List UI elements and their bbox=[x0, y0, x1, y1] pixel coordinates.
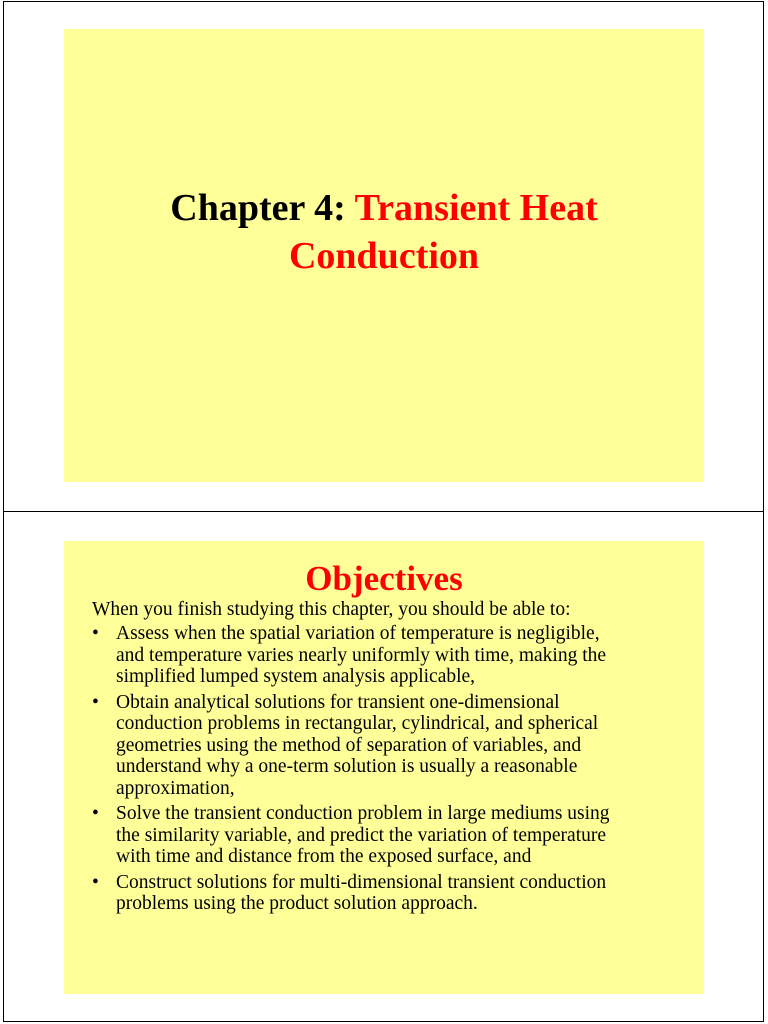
list-item-line: the similarity variable, and predict the variation of temperature bbox=[116, 824, 607, 846]
list-item-line: understand why a one-term solution is usually a reasonable bbox=[116, 756, 578, 777]
list-item-line: Obtain analytical solutions for transient one-dimensional bbox=[116, 691, 560, 713]
chapter-title-line2: Conduction bbox=[288, 235, 480, 277]
list-item bbox=[92, 803, 692, 868]
slide-title bbox=[64, 29, 704, 482]
list-item-line: with time and distance from the exposed surface, and bbox=[116, 846, 532, 867]
bullet-icon: • bbox=[92, 623, 99, 644]
list-item bbox=[92, 692, 692, 800]
list-item bbox=[92, 623, 692, 688]
list-item-line: geometries using the method of separation of variables, and bbox=[116, 734, 582, 756]
list-item-line: Construct solutions for multi-dimensional transient conduction bbox=[116, 871, 607, 893]
list-item-line: and temperature varies nearly uniformly with time, making the bbox=[116, 644, 607, 666]
list-item-line: simplified lumped system analysis applicable, bbox=[116, 666, 476, 687]
bullet-icon: • bbox=[92, 871, 99, 893]
chapter-title-line1: Transient Heat bbox=[354, 187, 598, 229]
bullet-icon: • bbox=[92, 691, 99, 713]
list-item-line: problems using the product solution approach. bbox=[116, 893, 478, 914]
bullet-icon: • bbox=[92, 803, 99, 824]
list-item-line: Solve the transient conduction problem in large mediums using bbox=[116, 803, 610, 824]
slide-objectives bbox=[64, 541, 704, 994]
list-item-line: approximation, bbox=[116, 777, 235, 799]
list-item bbox=[92, 872, 692, 915]
chapter-label: Chapter 4: bbox=[170, 187, 355, 229]
objectives-list bbox=[92, 623, 692, 919]
chapter-title bbox=[64, 184, 704, 280]
objectives-heading: Objectives bbox=[305, 559, 463, 598]
list-item-line: Assess when the spatial variation of temperature is negligible, bbox=[116, 623, 600, 644]
slide-divider bbox=[3, 511, 764, 512]
list-item-line: conduction problems in rectangular, cylindrical, and spherical bbox=[116, 713, 599, 734]
objectives-intro: When you finish studying this chapter, you should be able to: bbox=[92, 599, 571, 620]
